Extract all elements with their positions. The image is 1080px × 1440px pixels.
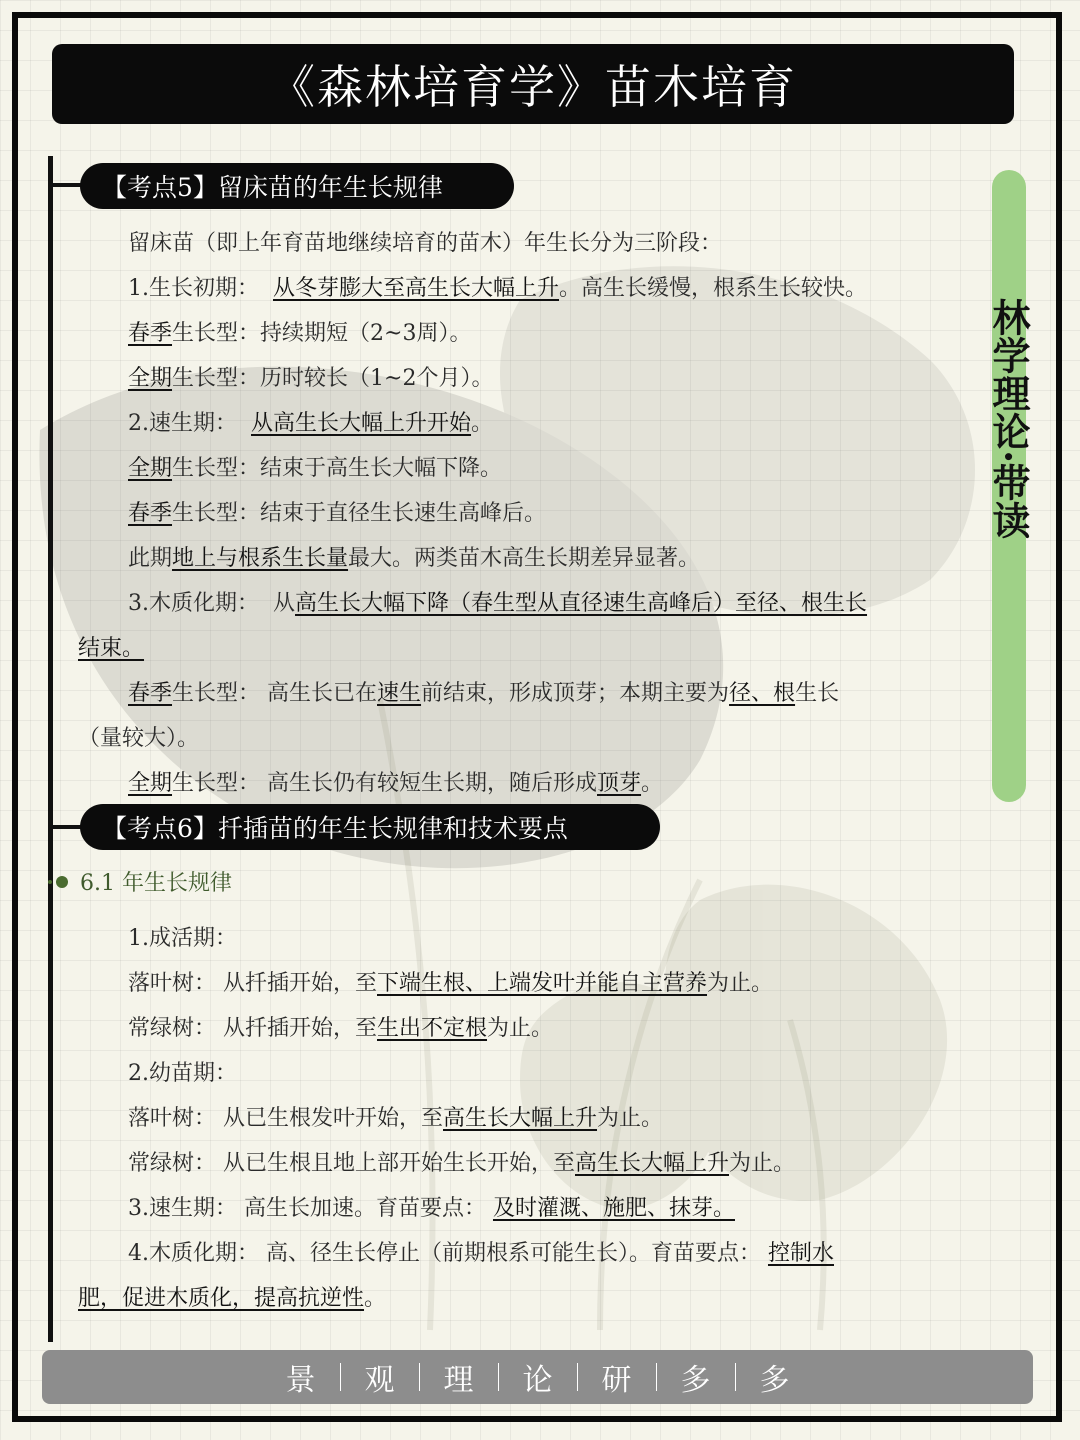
footer-bar (42, 1350, 1033, 1404)
phase4-line: 4.木质化期： 高、径生长停止（前期根系可能生长）。育苗要点： 控制水 (128, 1241, 834, 1266)
phase2-deciduous: 落叶树： 从已生根发叶开始，至高生长大幅上升为止。 (128, 1106, 664, 1131)
footer-char: 多 (759, 1363, 790, 1398)
page-title-text: 《森林培育学》苗木培育 (269, 60, 797, 114)
stage3-line-cont: 结束。 (78, 636, 145, 661)
page-title (52, 44, 1014, 124)
phase1-evergreen: 常绿树： 从扦插开始，至生出不定根为止。 (128, 1016, 554, 1041)
section5-intro: 留床苗（即上年育苗地继续培育的苗木）年生长分为三阶段： (128, 231, 723, 256)
subsection-6-1 (56, 866, 232, 897)
stage3-spring-line: 春季生长型： 高生长已在速生前结束，形成顶芽；本期主要为径、根生长 (128, 681, 840, 706)
section6-heading-text: 【考点6】扦插苗的年生长规律和技术要点 (102, 814, 568, 843)
footer-char: 理 (443, 1363, 474, 1398)
section5-heading (80, 163, 514, 209)
stage2-note-line: 此期地上与根系生长量最大。两类苗木高生长期差异显著。 (128, 546, 701, 571)
stage1-line: 1.生长初期： 从冬芽膨大至高生长大幅上升。高生长缓慢，根系生长较快。 (128, 276, 868, 301)
stage3-spring-line-cont: （量较大）。 (78, 726, 200, 751)
timeline-spine (48, 156, 53, 1342)
side-label: 林学理论·带读 (986, 298, 1031, 540)
stage2-line: 2.速生期： 从高生长大幅上升开始。 (128, 411, 494, 436)
section5-heading-text: 【考点5】留床苗的年生长规律 (102, 173, 443, 202)
phase1-title: 1.成活期： (128, 926, 237, 951)
stage1-spring-line: 春季生长型：持续期短（2~3周）。 (128, 321, 472, 346)
stage3-line: 3.木质化期： 从高生长大幅下降（春生型从直径速生高峰后）至径、根生长 (128, 591, 868, 616)
stage1-full-line: 全期生长型：历时较长（1~2个月）。 (128, 366, 494, 391)
footer-char: 景 (285, 1363, 316, 1398)
phase2-evergreen: 常绿树： 从已生根且地上部开始生长开始，至高生长大幅上升为止。 (128, 1151, 796, 1176)
footer-char: 观 (364, 1363, 395, 1398)
stage2-spring-line: 春季生长型：结束于直径生长速生高峰后。 (128, 501, 547, 526)
section6-heading (80, 804, 660, 850)
footer-char: 多 (680, 1363, 711, 1398)
footer-char: 论 (522, 1363, 553, 1398)
phase4-line-cont: 肥，促进木质化，提高抗逆性。 (78, 1286, 387, 1311)
bullet-dot-icon (56, 876, 68, 888)
footer-char: 研 (601, 1363, 632, 1398)
phase2-title: 2.幼苗期： (128, 1061, 237, 1086)
phase3-line: 3.速生期： 高生长加速。育苗要点： 及时灌溉、施肥、抹芽。 (128, 1196, 735, 1221)
stage2-full-line: 全期生长型：结束于高生长大幅下降。 (128, 456, 503, 481)
stage3-full-line: 全期生长型： 高生长仍有较短生长期，随后形成顶芽。 (128, 771, 664, 796)
phase1-deciduous: 落叶树： 从扦插开始，至下端生根、上端发叶并能自主营养为止。 (128, 971, 774, 996)
subsection-title: 6.1 年生长规律 (80, 871, 232, 896)
